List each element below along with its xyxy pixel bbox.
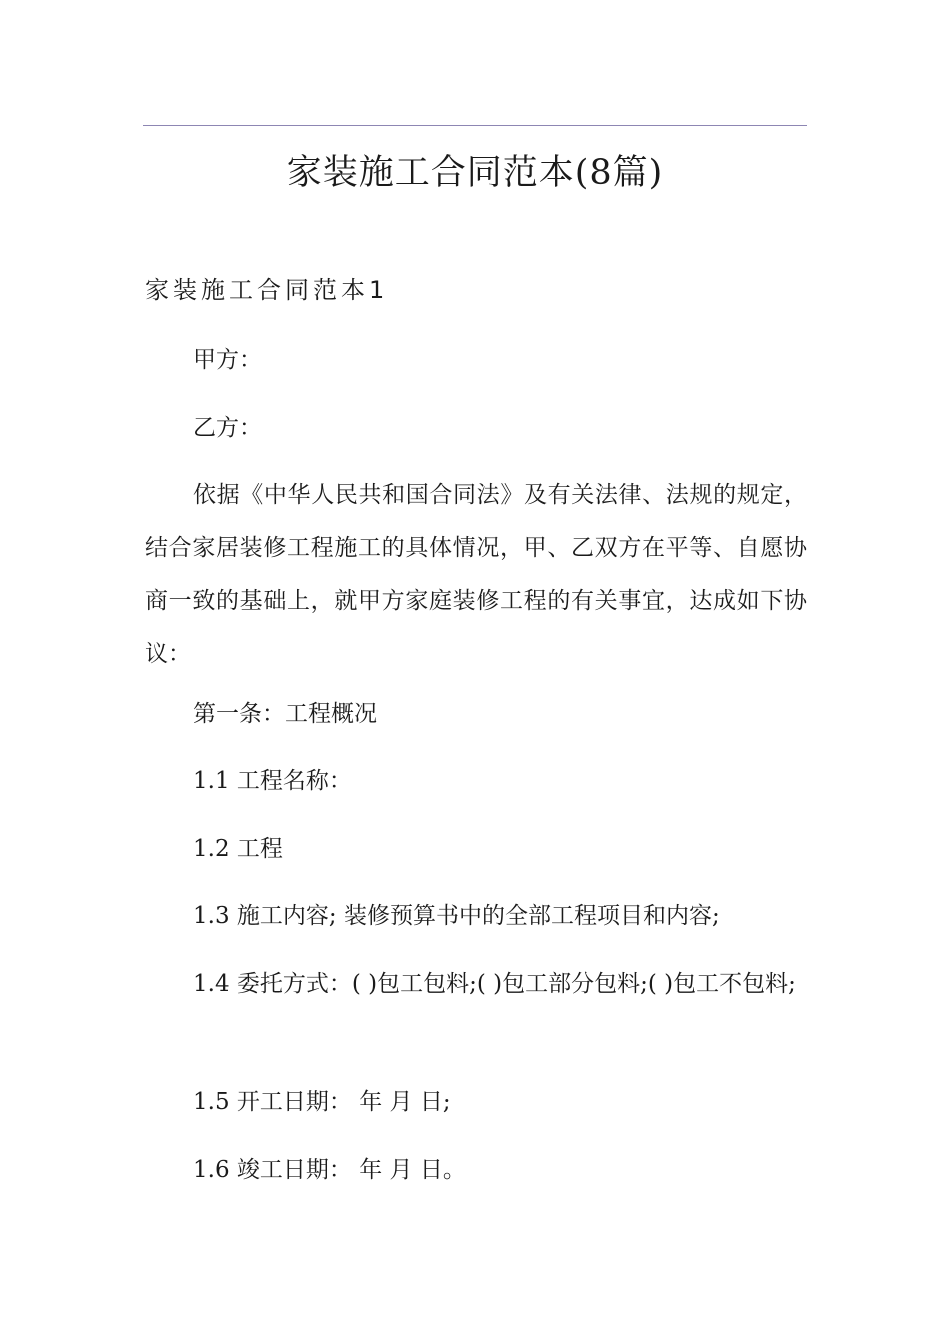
document-title: 家装施工合同范本(8篇) [286,153,664,193]
item-1-2: 1.2 工程 [193,836,283,862]
item-1-3: 1.3 施工内容; 装修预算书中的全部工程项目和内容; [193,903,720,929]
article-1-title: 第一条：工程概况 [193,701,377,727]
item-1-1: 1.1 工程名称： [193,768,352,794]
header-rule [143,125,807,126]
party-a-label: 甲方： [193,347,262,373]
intro-paragraph: 依据《中华人民共和国合同法》及有关法律、法规的规定，结合家居装修工程施工的具体情况，甲、乙双方在平等、自愿协商一致的基础上，就甲方家庭装修工程的有关事宜，达成如下协议： [145,482,807,667]
party-b-label: 乙方： [193,415,262,441]
item-1-6: 1.6 竣工日期： 年 月 日。 [193,1157,466,1183]
item-1-5: 1.5 开工日期： 年 月 日; [193,1089,451,1115]
item-1-4: 1.4 委托方式：( )包工包料;( )包工部分包料;( )包工不包料; [193,971,796,997]
section-heading: 家装施工合同范本1 [145,276,389,304]
